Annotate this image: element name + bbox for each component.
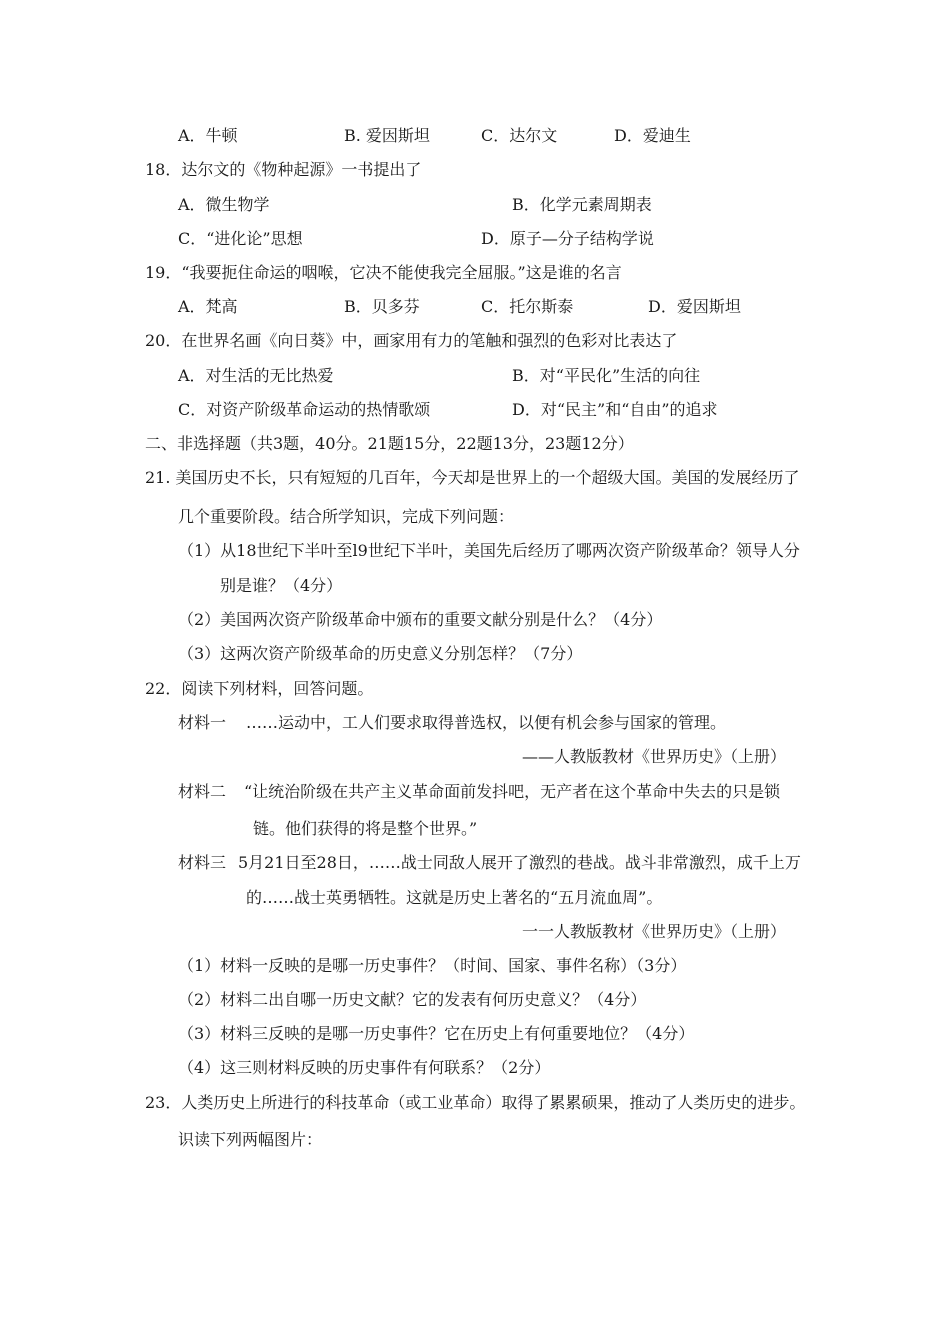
q23-stem: 23．人类历史上所进行的科技革命（或工业革命）取得了累累硕果，推动了人类历史的进步。: [145, 1093, 806, 1112]
q22-sub-1: （1）材料一反映的是哪一历史事件？（时间、国家、事件名称）（3分）: [178, 956, 687, 975]
q20-option-d: D．对“民主”和“自由”的追求: [512, 400, 718, 419]
material-1-text: ……运动中，工人们要求取得普选权，以便有机会参与国家的管理。: [246, 713, 727, 732]
q19-stem: 19．“我要扼住命运的咽喉，它决不能使我完全屈服。”这是谁的名言: [145, 263, 622, 282]
q19-option-d: D．爱因斯坦: [648, 297, 741, 316]
q21-stem-line-2: 几个重要阶段。结合所学知识，完成下列问题：: [178, 507, 515, 526]
q21-sub-1-line-1: （1）从18世纪下半叶至l9世纪下半叶，美国先后经历了哪两次资产阶级革命？领导人分: [178, 541, 800, 560]
q22-sub-3: （3）材料三反映的是哪一历史事件？它在历史上有何重要地位？（4分）: [178, 1024, 695, 1043]
q21-sub-3: （3）这两次资产阶级革命的历史意义分别怎样？（7分）: [178, 644, 583, 663]
material-3-text-line-2: 的……战士英勇牺牲。这就是历史上著名的“五月流血周”。: [246, 888, 663, 907]
material-1-label: 材料一: [178, 713, 227, 732]
q21-sub-1-line-2: 别是谁？（4分）: [220, 576, 343, 595]
q17-option-b: B. 爱因斯坦: [344, 126, 430, 145]
q18-stem: 18．达尔文的《物种起源》一书提出了: [145, 160, 422, 179]
q19-option-c: C．托尔斯泰: [481, 297, 574, 316]
material-2-label: 材料二: [178, 782, 227, 801]
q22-sub-4: （4）这三则材料反映的历史事件有何联系？（2分）: [178, 1058, 551, 1077]
q21-sub-2: （2）美国两次资产阶级革命中颁布的重要文献分别是什么？（4分）: [178, 610, 663, 629]
q22-stem: 22．阅读下列材料，回答问题。: [145, 679, 374, 698]
material-2-text-line-2: 链。他们获得的将是整个世界。”: [253, 819, 478, 838]
q17-option-d: D．爱迪生: [614, 126, 691, 145]
q20-option-c: C．对资产阶级革命运动的热情歌颂: [178, 400, 431, 419]
q18-option-c: C．“进化论”思想: [178, 229, 303, 248]
material-3-text-line-1: 5月21日至28日，……战士同敌人展开了激烈的巷战。战斗非常激烈，成千上万: [238, 853, 801, 872]
material-3-label: 材料三: [178, 853, 227, 872]
q20-option-b: B．对“平民化”生活的向往: [512, 366, 701, 385]
q17-option-c: C．达尔文: [481, 126, 558, 145]
material-2-text-line-1: “让统治阶级在共产主义革命面前发抖吧，无产者在这个革命中失去的只是锁: [244, 782, 781, 801]
q20-stem: 20．在世界名画《向日葵》中，画家用有力的笔触和强烈的色彩对比表达了: [145, 331, 678, 350]
q18-option-d: D．原子—分子结构学说: [481, 229, 654, 248]
material-3-source: 一一人教版教材《世界历史》（上册）: [522, 922, 787, 941]
q23-prompt: 识读下列两幅图片：: [178, 1130, 323, 1149]
q21-stem-line-1: 21. 美国历史不长，只有短短的几百年，今天却是世界上的一个超级大国。美国的发展经历了: [145, 468, 800, 487]
q18-option-b: B．化学元素周期表: [512, 195, 652, 214]
q18-option-a: A．微生物学: [178, 195, 270, 214]
q19-option-b: B．贝多芬: [344, 297, 420, 316]
q19-option-a: A．梵高: [178, 297, 238, 316]
section-2-title: 二、非选择题（共3题，40分。21题15分，22题13分，23题12分）: [145, 434, 634, 453]
q20-option-a: A．对生活的无比热爱: [178, 366, 334, 385]
material-1-source: ——人教版教材《世界历史》（上册）: [522, 747, 787, 766]
q22-sub-2: （2）材料二出自哪一历史文献？它的发表有何历史意义？（4分）: [178, 990, 647, 1009]
q17-option-a: A．牛顿: [178, 126, 238, 145]
